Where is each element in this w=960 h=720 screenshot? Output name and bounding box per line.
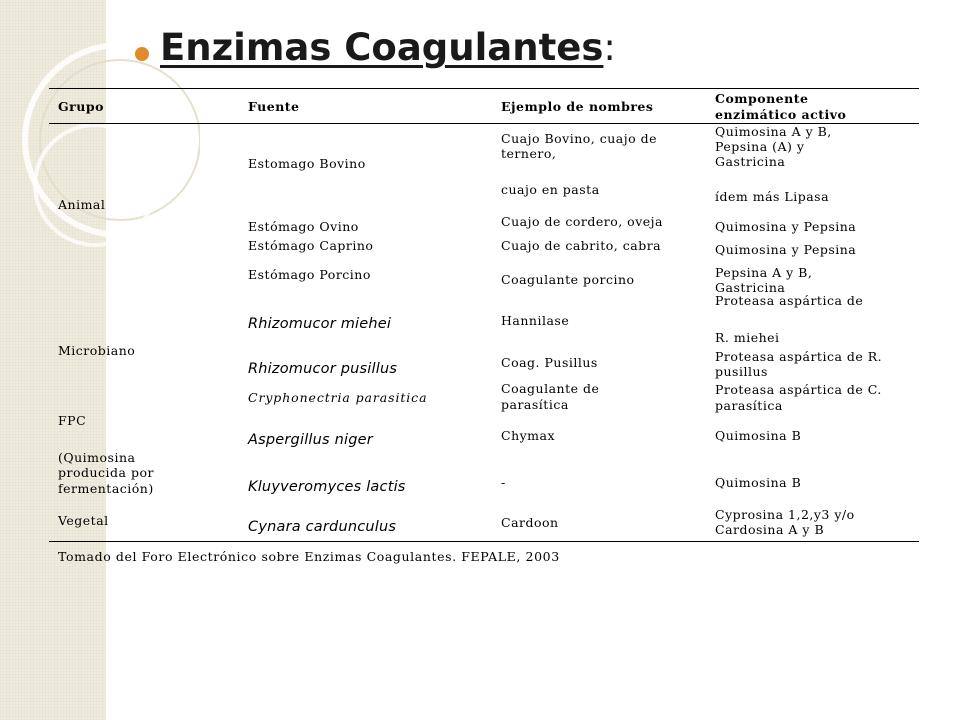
example-paste: cuajo en pasta — [501, 182, 600, 197]
component-bovine-line2: Pepsina (A) y — [715, 139, 805, 154]
component-porcine: Pepsina A y B, — [715, 265, 813, 280]
example-pusillus: Coag. Pusillus — [501, 355, 598, 370]
header-source: Fuente — [248, 99, 300, 114]
component-porcine-line2: Gastricina — [715, 280, 786, 295]
example-bovine: Cuajo Bovino, cuajo de — [501, 131, 658, 146]
slide-title: Enzimas Coagulantes: — [160, 26, 616, 69]
component-bovine-line3: Gastricina — [715, 154, 786, 169]
component-cryphonectria: Proteasa aspártica de C. — [715, 382, 882, 397]
component-aspergillus: Quimosina B — [715, 428, 802, 443]
example-caprine: Cuajo de cabrito, cabra — [501, 238, 662, 253]
example-bovine-line2: ternero, — [501, 146, 557, 161]
source-caprine: Estómago Caprino — [248, 238, 374, 253]
example-kluyveromyces: - — [501, 475, 506, 490]
source-kluyveromyces: Kluyveromyces lactis — [248, 479, 406, 495]
example-porcine: Coagulante porcino — [501, 272, 635, 287]
component-pusillus: Proteasa aspártica de R. — [715, 349, 883, 364]
example-miehei: Hannilase — [501, 313, 570, 328]
example-cryphonectria-line2: parasítica — [501, 397, 569, 412]
group-fpc-line3: producida por — [58, 465, 154, 480]
table-caption: Tomado del Foro Electrónico sobre Enzimas Coagulantes. FEPALE, 2003 — [58, 549, 560, 564]
table-bottom-rule — [49, 541, 919, 542]
source-rhizomucor-miehei: Rhizomucor miehei — [248, 316, 392, 332]
table-top-rule — [49, 88, 919, 89]
component-miehei-line2: R. miehei — [715, 330, 780, 345]
component-cynara: Cyprosina 1,2,y3 y/o — [715, 507, 855, 522]
source-bovine: Estomago Bovino — [248, 156, 366, 171]
group-fpc: FPC — [58, 413, 87, 428]
source-cynara: Cynara cardunculus — [248, 519, 397, 535]
group-vegetal: Vegetal — [58, 513, 109, 528]
group-fpc-line2: (Quimosina — [58, 450, 136, 465]
component-paste: ídem más Lipasa — [715, 189, 830, 204]
example-cynara: Cardoon — [501, 515, 559, 530]
source-ovine: Estómago Ovino — [248, 219, 359, 234]
group-microbial: Microbiano — [58, 343, 136, 358]
example-cryphonectria: Coagulante de — [501, 381, 600, 396]
title-bullet-icon — [135, 47, 149, 61]
component-caprine: Quimosina y Pepsina — [715, 242, 857, 257]
example-ovine: Cuajo de cordero, oveja — [501, 214, 663, 229]
group-animal: Animal — [58, 197, 106, 212]
component-cynara-line2: Cardosina A y B — [715, 522, 825, 537]
header-example: Ejemplo de nombres — [501, 99, 654, 114]
group-fpc-line4: fermentación) — [58, 481, 154, 496]
component-bovine: Quimosina A y B, — [715, 124, 832, 139]
source-rhizomucor-pusillus: Rhizomucor pusillus — [248, 361, 398, 377]
source-porcine: Estómago Porcino — [248, 267, 371, 282]
header-component: Componente — [715, 91, 809, 106]
source-aspergillus: Aspergillus niger — [248, 432, 373, 448]
component-ovine: Quimosina y Pepsina — [715, 219, 857, 234]
component-cryphonectria-line2: parasítica — [715, 398, 783, 413]
example-aspergillus: Chymax — [501, 428, 556, 443]
component-kluyveromyces: Quimosina B — [715, 475, 802, 490]
header-group: Grupo — [58, 99, 104, 114]
component-pusillus-line2: pusillus — [715, 364, 768, 379]
source-cryphonectria: Cryphonectria parasitica — [248, 390, 428, 405]
header-component-line2: enzimático activo — [715, 107, 847, 122]
component-miehei: Proteasa aspártica de — [715, 293, 864, 308]
